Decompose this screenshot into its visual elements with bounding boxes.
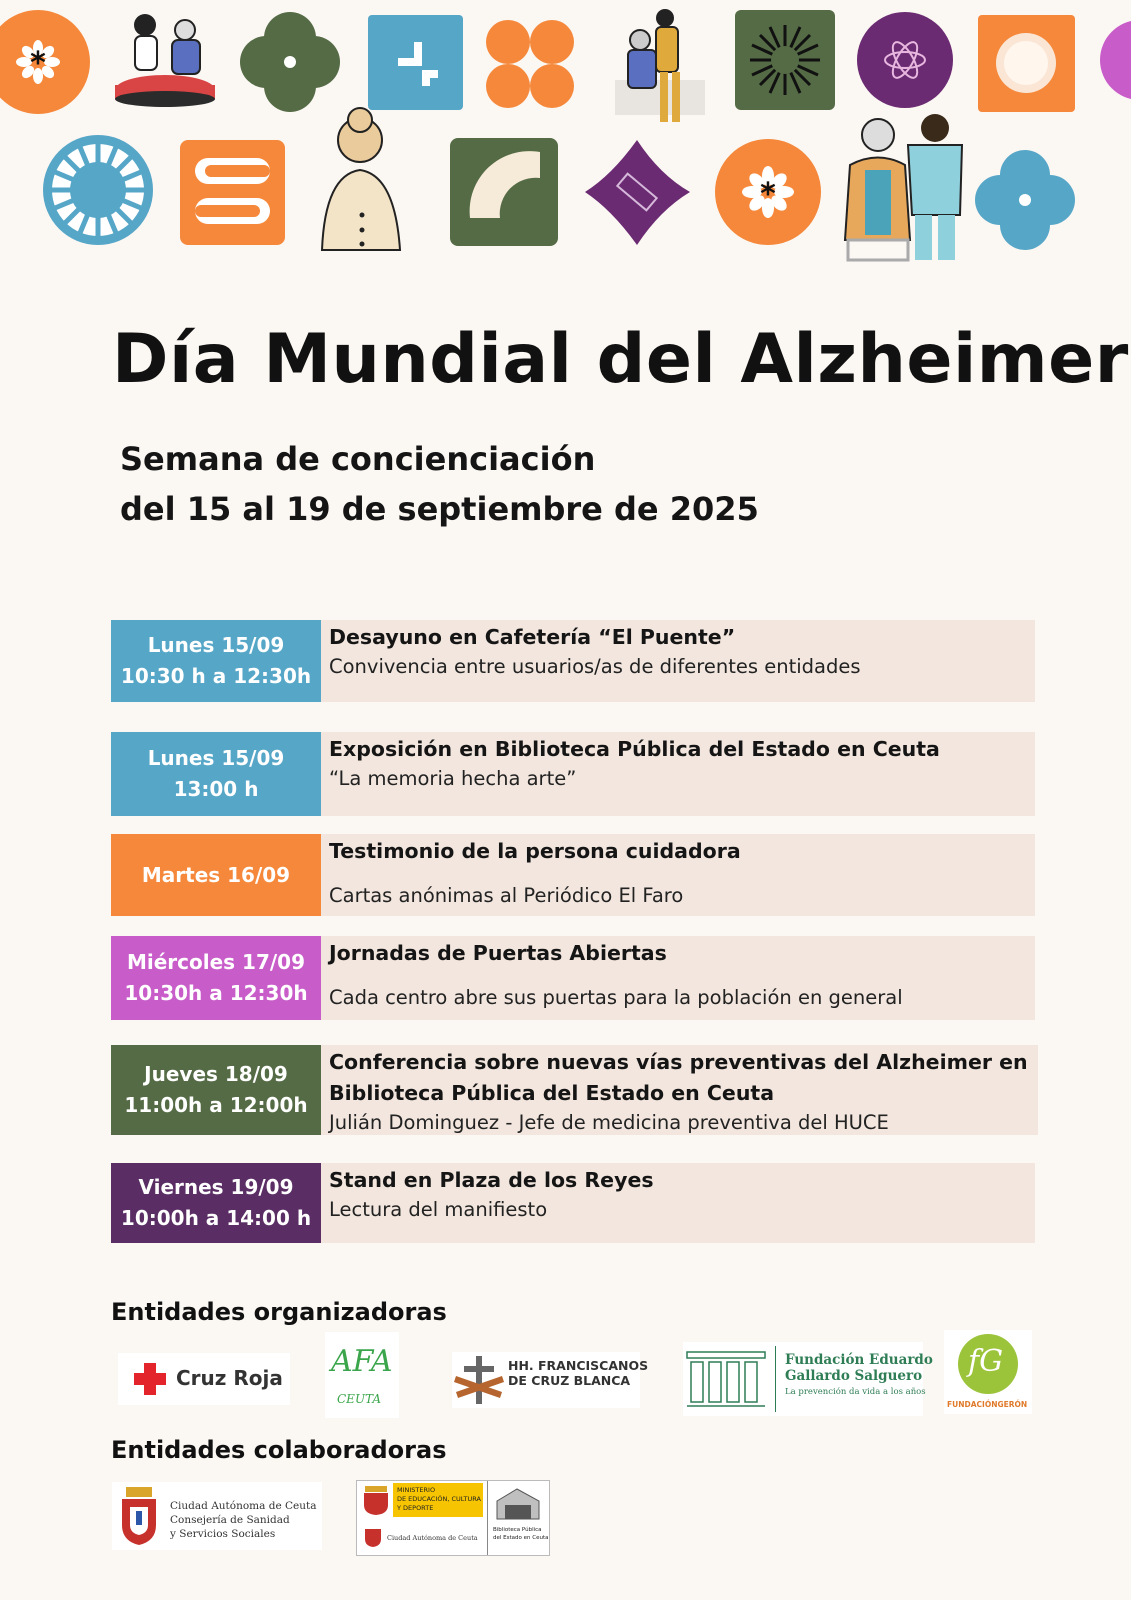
event-title-line-2: Biblioteca Pública del Estado en Ceuta xyxy=(329,1081,775,1105)
cruz-roja-logo xyxy=(118,1353,290,1405)
event-description: Convivencia entre usuarios/as de diferentes entidades xyxy=(329,655,861,678)
event-date: Martes 16/09 xyxy=(141,862,291,887)
blue-striped-circle-icon xyxy=(43,135,153,245)
event-info xyxy=(321,1163,1035,1243)
event-date-box xyxy=(111,834,321,916)
green-flower-icon xyxy=(240,12,340,112)
event-time: 11:00h a 12:00h xyxy=(124,1093,308,1117)
ministerio-biblioteca-logo xyxy=(356,1480,550,1556)
event-date-box xyxy=(111,936,321,1020)
event-time: 13:00 h xyxy=(173,777,259,801)
building-facade-icon xyxy=(685,1346,767,1412)
event-time: 10:30 h a 12:30h xyxy=(120,664,312,688)
decorative-header xyxy=(0,0,1131,270)
event-description: Cada centro abre sus puertas para la población en general xyxy=(329,986,903,1009)
red-cross-icon xyxy=(132,1361,168,1397)
gallardo-line-2: Gallardo Salguero xyxy=(785,1368,923,1384)
orange-asterisk-circle-2-icon xyxy=(715,139,821,245)
event-row-1 xyxy=(111,620,1035,702)
orange-four-circles-icon xyxy=(486,20,574,108)
event-title: Desayuno en Cafetería “El Puente” xyxy=(329,625,736,649)
ceuta-coat-of-arms-icon xyxy=(116,1485,162,1547)
event-info xyxy=(321,620,1035,702)
ministerio-ceuta-label: Ciudad Autónoma de Ceuta xyxy=(387,1534,478,1542)
ceuta-line-3: y Servicios Sociales xyxy=(170,1528,276,1540)
gallardo-line-1: Fundación Eduardo xyxy=(785,1352,933,1368)
event-description: Cartas anónimas al Periódico El Faro xyxy=(329,884,684,907)
elderly-person-illustration xyxy=(322,108,400,250)
caregiver-elder-illustration xyxy=(615,9,705,122)
purple-atom-circle-icon xyxy=(857,12,953,108)
orange-s-square-icon xyxy=(180,140,285,245)
geron-logo-name: FUNDACIÓNGERÓN xyxy=(947,1400,1028,1409)
subtitle-line-2: del 15 al 19 de septiembre de 2025 xyxy=(120,490,759,528)
event-date: Lunes 15/09 xyxy=(147,746,285,770)
franciscanos-line-1: HH. FRANCISCANOS xyxy=(508,1358,649,1373)
orange-sun-square-icon xyxy=(978,15,1075,112)
ciudad-ceuta-logo xyxy=(112,1482,322,1550)
event-description: Julián Dominguez - Jefe de medicina preventiva del HUCE xyxy=(329,1111,889,1134)
blue-flower-icon xyxy=(975,150,1075,250)
biblioteca-line-1: Biblioteca Pública xyxy=(493,1527,542,1533)
event-row-2 xyxy=(111,732,1035,816)
event-title: Exposición en Biblioteca Pública del Estado en Ceuta xyxy=(329,737,940,761)
cruz-roja-label: Cruz Roja xyxy=(176,1366,283,1390)
event-title: Stand en Plaza de los Reyes xyxy=(329,1168,654,1192)
ministerio-line-2: DE EDUCACIÓN, CULTURA xyxy=(397,1495,481,1503)
event-date: Viernes 19/09 xyxy=(138,1175,294,1199)
event-row-5 xyxy=(111,1045,1035,1135)
collaborators-heading: Entidades colaboradoras xyxy=(111,1436,447,1464)
ministerio-line-3: Y DEPORTE xyxy=(397,1504,434,1512)
event-row-6 xyxy=(111,1163,1035,1243)
franciscanos-logo xyxy=(452,1352,649,1408)
event-date: Lunes 15/09 xyxy=(147,633,285,657)
ministerio-line-1: MINISTERIO xyxy=(397,1486,436,1494)
green-arc-square-icon xyxy=(450,138,558,246)
purple-diamond-icon xyxy=(585,140,690,245)
orange-asterisk-circle-icon xyxy=(0,10,90,114)
event-date: Jueves 18/09 xyxy=(144,1062,288,1086)
fundacion-geron-logo xyxy=(944,1330,1032,1414)
event-date: Miércoles 17/09 xyxy=(126,950,306,974)
library-building-icon xyxy=(493,1485,543,1523)
magenta-circle-icon xyxy=(1100,20,1131,100)
event-info xyxy=(321,732,1035,816)
ceuta-small-shield-icon xyxy=(363,1525,383,1549)
afa-ceuta-logo xyxy=(325,1332,399,1418)
people-at-table-illustration xyxy=(115,14,215,107)
cross-emblem-icon xyxy=(452,1352,506,1408)
page-title: Día Mundial del Alzheimer xyxy=(112,320,1129,399)
franciscanos-line-2: DE CRUZ BLANCA xyxy=(508,1373,631,1388)
event-description: Lectura del manifiesto xyxy=(329,1198,548,1221)
event-title: Conferencia sobre nuevas vías preventivas del Alzheimer en xyxy=(329,1050,1028,1074)
gallardo-tagline: La prevención da vida a los años xyxy=(785,1387,926,1397)
geron-logo-mark: fG xyxy=(968,1344,1004,1379)
blue-square-icon xyxy=(368,15,463,110)
event-title: Jornadas de Puertas Abiertas xyxy=(329,941,667,965)
event-title: Testimonio de la persona cuidadora xyxy=(329,839,741,863)
biblioteca-line-2: del Estado en Ceuta xyxy=(493,1535,549,1541)
event-time: 10:00h a 14:00 h xyxy=(120,1206,312,1230)
svg-text:*: * xyxy=(30,46,46,81)
event-date-box xyxy=(111,1163,321,1243)
event-date-box xyxy=(111,1045,321,1135)
green-sunburst-square-icon xyxy=(735,10,835,110)
spain-shield-icon xyxy=(361,1484,391,1516)
event-date-box xyxy=(111,732,321,816)
event-info xyxy=(321,834,1035,916)
event-info xyxy=(321,936,1035,1020)
nurse-with-elder-illustration xyxy=(845,114,962,260)
svg-text:*: * xyxy=(760,177,776,212)
logo-divider xyxy=(487,1481,488,1555)
event-time: 10:30h a 12:30h xyxy=(124,981,308,1005)
event-info xyxy=(321,1045,1038,1135)
organizers-heading: Entidades organizadoras xyxy=(111,1298,447,1326)
ceuta-line-1: Ciudad Autónoma de Ceuta xyxy=(170,1500,317,1512)
subtitle-line-1: Semana de concienciación xyxy=(120,440,596,478)
afa-logo-subtext: CEUTA xyxy=(337,1392,382,1406)
event-row-4 xyxy=(111,936,1035,1020)
afa-logo-text: AFA xyxy=(331,1344,393,1379)
event-description: “La memoria hecha arte” xyxy=(329,767,577,790)
fundacion-gallardo-logo xyxy=(683,1342,933,1416)
ceuta-line-2: Consejería de Sanidad xyxy=(170,1514,290,1526)
event-date-box xyxy=(111,620,321,702)
logo-divider xyxy=(775,1346,776,1412)
event-row-3 xyxy=(111,834,1035,916)
